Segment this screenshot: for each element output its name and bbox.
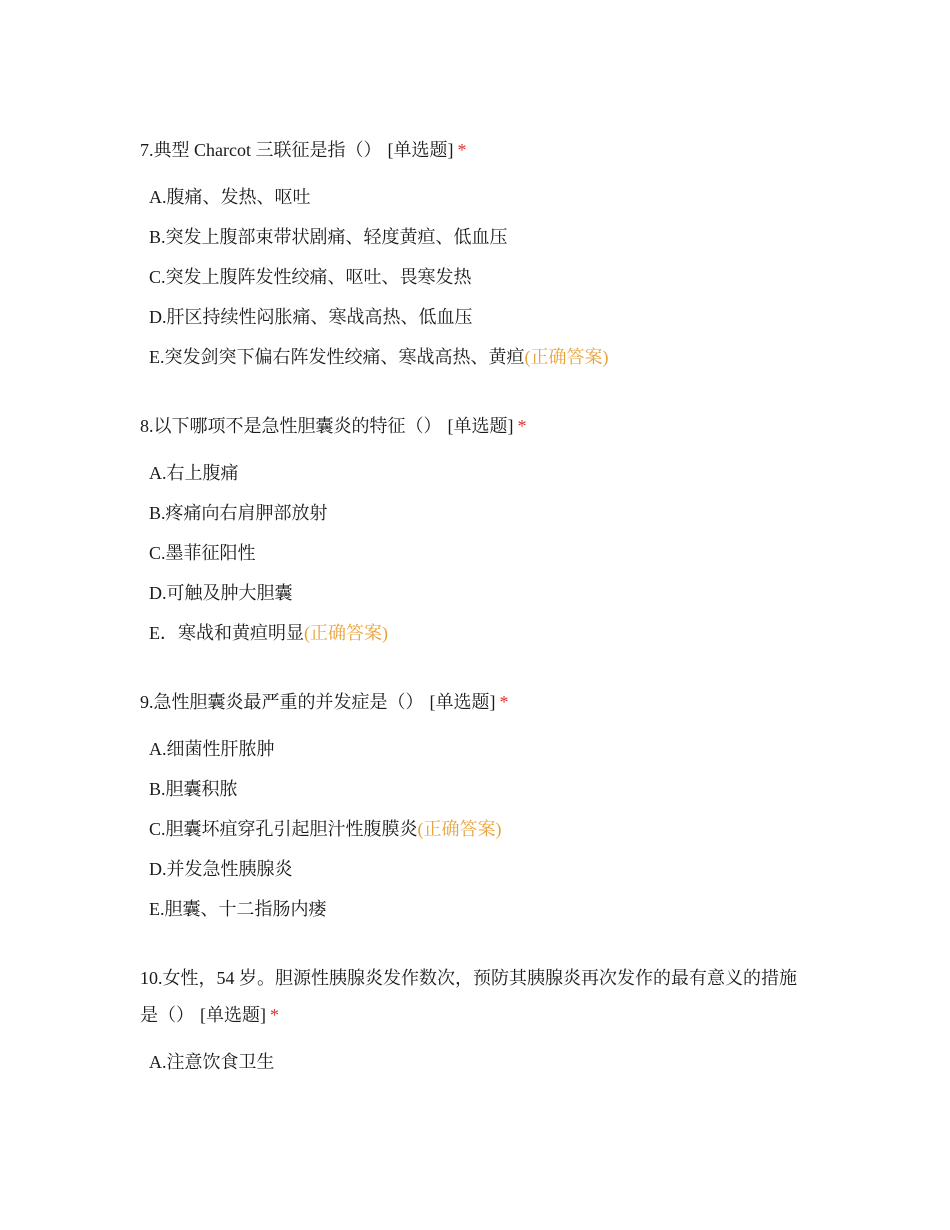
option-text: B.突发上腹部束带状剧痛、轻度黄疸、低血压: [149, 227, 508, 247]
question-9: [140, 684, 810, 929]
option-e: [149, 889, 810, 929]
question-10: [140, 960, 810, 1082]
option-text: C.胆囊坏疽穿孔引起胆汁性腹膜炎: [149, 819, 418, 839]
question-text: 10.女性，54 岁。胆源性胰腺炎发作数次，预防其胰腺炎再次发作的最有意义的措施是（）: [140, 968, 797, 1025]
option-text: D.并发急性胰腺炎: [149, 859, 293, 879]
option-e: [149, 613, 810, 653]
question-title: [140, 408, 810, 445]
option-d: [149, 849, 810, 889]
correct-answer-tag: (正确答案): [524, 347, 609, 367]
question-type-tag: [单选题]: [387, 140, 454, 160]
required-star: *: [270, 1005, 279, 1025]
question-title: [140, 684, 810, 721]
option-text: B.疼痛向右肩胛部放射: [149, 503, 328, 523]
option-b: [149, 493, 810, 533]
option-list: [140, 453, 810, 653]
option-text: B.胆囊积脓: [149, 779, 238, 799]
option-c: [149, 533, 810, 573]
question-type-tag: [单选题]: [429, 692, 496, 712]
option-list: [140, 729, 810, 929]
option-a: [149, 177, 810, 217]
question-8: [140, 408, 810, 653]
question-title: [140, 132, 810, 169]
option-list: [140, 177, 810, 377]
option-b: [149, 769, 810, 809]
correct-answer-tag: (正确答案): [304, 623, 388, 643]
question-7: [140, 132, 810, 377]
option-text: E.胆囊、十二指肠内瘘: [149, 899, 327, 919]
option-d: [149, 297, 810, 337]
option-text: C.墨菲征阳性: [149, 543, 256, 563]
option-text: C.突发上腹阵发性绞痛、呕吐、畏寒发热: [149, 267, 472, 287]
required-star: *: [499, 692, 509, 712]
option-text: D.肝区持续性闷胀痛、寒战高热、低血压: [149, 307, 473, 327]
option-a: [149, 1042, 810, 1082]
option-text: A.右上腹痛: [149, 463, 239, 483]
question-text: 9.急性胆囊炎最严重的并发症是（）: [140, 692, 424, 712]
option-b: [149, 217, 810, 257]
option-c: [149, 809, 810, 849]
option-text: A.细菌性肝脓肿: [149, 739, 275, 759]
correct-answer-tag: (正确答案): [417, 819, 502, 839]
option-a: [149, 453, 810, 493]
question-text: 8.以下哪项不是急性胆囊炎的特征（）: [140, 416, 442, 436]
option-d: [149, 573, 810, 613]
question-title: [140, 960, 810, 1034]
required-star: *: [457, 140, 467, 160]
option-list: [140, 1042, 810, 1082]
option-text: D.可触及肿大胆囊: [149, 583, 293, 603]
option-text: E．寒战和黄疸明显: [149, 623, 304, 643]
required-star: *: [517, 416, 527, 436]
question-type-tag: [单选题]: [200, 1005, 266, 1025]
option-c: [149, 257, 810, 297]
option-text: A.注意饮食卫生: [149, 1052, 275, 1072]
option-text: A.腹痛、发热、呕吐: [149, 187, 311, 207]
option-a: [149, 729, 810, 769]
option-text: E.突发剑突下偏右阵发性绞痛、寒战高热、黄疸: [149, 347, 525, 367]
question-type-tag: [单选题]: [447, 416, 514, 436]
option-e: [149, 337, 810, 377]
question-text: 7.典型 Charcot 三联征是指（）: [140, 140, 382, 160]
